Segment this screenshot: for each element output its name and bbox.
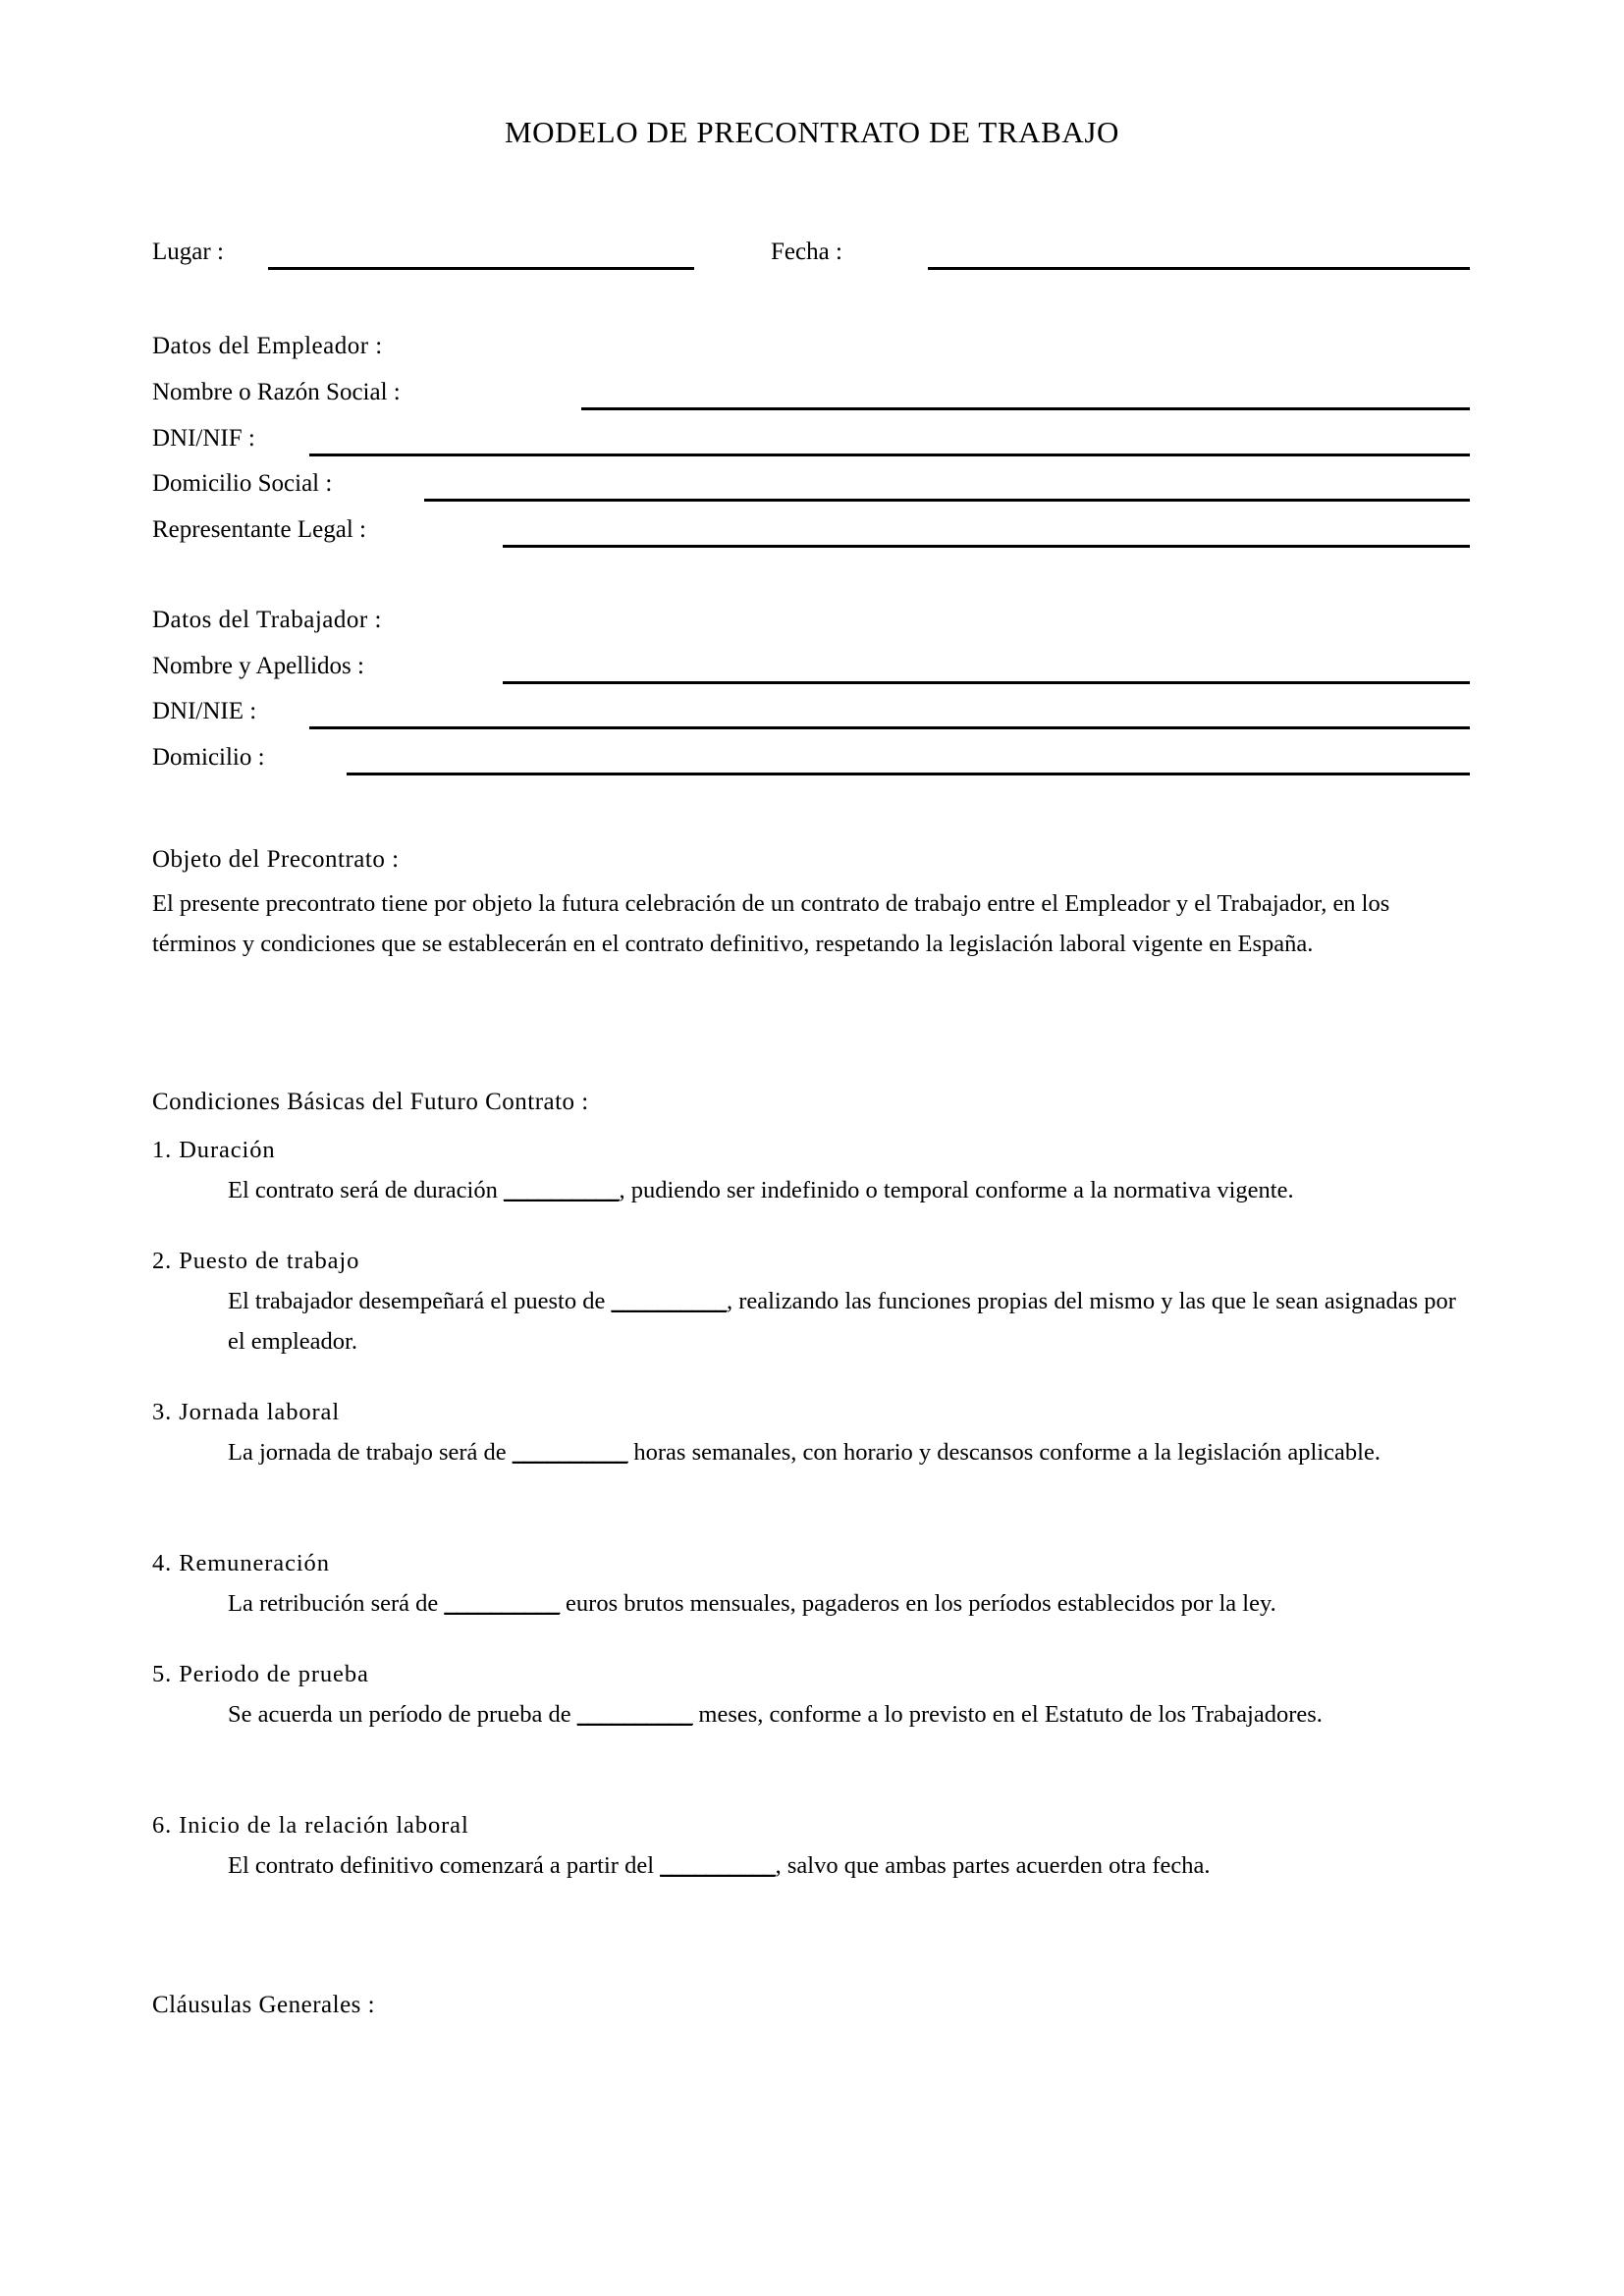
employer-name-input-rule[interactable] bbox=[581, 407, 1470, 410]
worker-dni-input-rule[interactable] bbox=[309, 726, 1470, 729]
employer-name-label: Nombre o Razón Social : bbox=[152, 379, 401, 405]
employer-representative-label: Representante Legal : bbox=[152, 516, 366, 543]
employer-section-label: Datos del Empleador : bbox=[152, 333, 383, 359]
worker-section-label: Datos del Trabajador : bbox=[152, 607, 382, 633]
lugar-input-rule[interactable] bbox=[268, 267, 694, 270]
condicion-body-2 bbox=[228, 1281, 1470, 1362]
employer-representative-input-rule[interactable] bbox=[503, 545, 1470, 548]
condicion-heading-1: 1. Duración bbox=[152, 1137, 276, 1163]
condicion-heading-4: 4. Remuneración bbox=[152, 1550, 330, 1576]
employer-dni-input-rule[interactable] bbox=[309, 454, 1470, 456]
objeto-paragraph: El presente precontrato tiene por objeto la futura celebración de un contrato de trabajo entre el Empleador y el Trabajador, en los términos y condiciones que se establecerán en el contrato definitivo, respetando la legislación laboral vigente en España. bbox=[152, 890, 1390, 957]
condicion-body-5-before: Se acuerda un período de prueba de bbox=[228, 1701, 577, 1728]
condicion-body-5-after: meses, conforme a lo previsto en el Estatuto de los Trabajadores. bbox=[692, 1701, 1323, 1728]
condicion-body-2-before: El trabajador desempeñará el puesto de bbox=[228, 1288, 612, 1314]
fecha-label: Fecha : bbox=[771, 239, 842, 265]
condicion-blank-3[interactable]: __________ bbox=[512, 1439, 628, 1466]
worker-address-input-rule[interactable] bbox=[347, 773, 1470, 775]
objeto-section-label: Objeto del Precontrato : bbox=[152, 846, 400, 873]
fecha-input-rule[interactable] bbox=[928, 267, 1470, 270]
employer-dni-label: DNI/NIF : bbox=[152, 425, 255, 452]
worker-name-label: Nombre y Apellidos : bbox=[152, 653, 364, 679]
condicion-body-5 bbox=[228, 1694, 1470, 1735]
condicion-body-1 bbox=[228, 1170, 1470, 1210]
condicion-blank-1[interactable]: __________ bbox=[503, 1177, 620, 1203]
condicion-body-1-before: El contrato será de duración bbox=[228, 1177, 504, 1203]
employer-address-label: Domicilio Social : bbox=[152, 470, 333, 497]
employer-address-input-rule[interactable] bbox=[424, 499, 1470, 502]
condicion-body-4 bbox=[228, 1583, 1470, 1624]
condicion-body-3-after: horas semanales, con horario y descansos conforme a la legislación aplicable. bbox=[627, 1439, 1380, 1466]
clausulas-section-label: Cláusulas Generales : bbox=[152, 1992, 376, 2018]
lugar-label: Lugar : bbox=[152, 239, 224, 265]
worker-name-input-rule[interactable] bbox=[503, 681, 1470, 684]
condicion-body-4-after: euros brutos mensuales, pagaderos en los períodos establecidos por la ley. bbox=[559, 1590, 1276, 1617]
condicion-body-3 bbox=[228, 1432, 1470, 1472]
condicion-body-1-after: , pudiendo ser indefinido o temporal conforme a la normativa vigente. bbox=[619, 1177, 1294, 1203]
condicion-heading-6: 6. Inicio de la relación laboral bbox=[152, 1812, 469, 1839]
worker-dni-label: DNI/NIE : bbox=[152, 698, 257, 724]
page-title: MODELO DE PRECONTRATO DE TRABAJO bbox=[504, 115, 1120, 149]
condicion-body-3-before: La jornada de trabajo será de bbox=[228, 1439, 513, 1466]
condicion-blank-5[interactable]: __________ bbox=[576, 1701, 693, 1728]
condiciones-section-label: Condiciones Básicas del Futuro Contrato : bbox=[152, 1089, 589, 1115]
condicion-blank-2[interactable]: __________ bbox=[611, 1288, 727, 1314]
condicion-blank-4[interactable]: __________ bbox=[444, 1590, 560, 1617]
condicion-body-2-after: , realizando las funciones propias del mismo y las que le sean asignadas por el empleador. bbox=[228, 1288, 1456, 1355]
condicion-heading-2: 2. Puesto de trabajo bbox=[152, 1248, 360, 1274]
condicion-heading-3: 3. Jornada laboral bbox=[152, 1399, 341, 1425]
condicion-heading-5: 5. Periodo de prueba bbox=[152, 1661, 369, 1687]
condicion-body-6-after: , salvo que ambas partes acuerden otra fecha. bbox=[775, 1852, 1211, 1879]
worker-address-label: Domicilio : bbox=[152, 744, 265, 771]
condicion-body-4-before: La retribución será de bbox=[228, 1590, 445, 1617]
condicion-blank-6[interactable]: __________ bbox=[660, 1852, 776, 1879]
condicion-body-6-before: El contrato definitivo comenzará a partir del bbox=[228, 1852, 661, 1879]
condicion-body-6 bbox=[228, 1845, 1470, 1886]
